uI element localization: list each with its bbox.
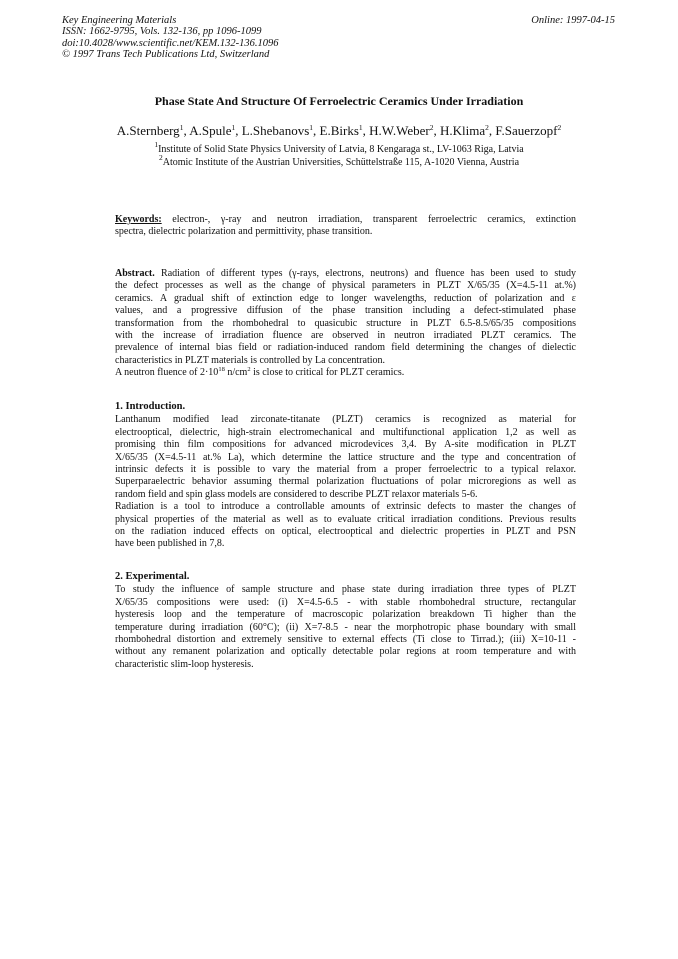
body-line: characteristic slim-loop hysteresis. [115, 658, 254, 670]
body-line: without any remanent polarization and optically detectable polar regions at room temperature and with [115, 646, 576, 658]
author: L.Shebanovs$^1$, [241, 123, 320, 138]
author: H.W.Weber$^2$, [369, 123, 440, 138]
body-line: physical properties of the material as well as to evaluate critical irradiation conditions. Previous results [115, 513, 576, 525]
copyright-line: © 1997 Trans Tech Publications Ltd, Switzerland [62, 48, 270, 60]
keywords-section [115, 214, 576, 239]
author: H.Klima$^2$, [439, 123, 496, 138]
body-line: X/65/35 (X=4.5-11 at.% La), which determine the lattice structure and the type and concentration of [115, 451, 576, 463]
doi-line: doi:10.4028/www.scientific.net/KEM.132-136.1096 [62, 37, 279, 49]
author-list [0, 123, 678, 139]
abstract-line: prevalence of internal bias field or radiation-induced random field determining the changes of dielectic [115, 342, 576, 354]
keywords-line: Keywords: electron-, γ-ray and neutron irradiation, transparent ferroelectric ceramics, extinction [115, 214, 576, 225]
body-line: Superparaelectric behavior assuming thermal polarization fluctuations of polar microregions as well as [115, 476, 576, 488]
abstract-line: the defect processes as well as the change of physical parameters in PLZT X/65/35 (X=4.5-11 at.%) [115, 280, 576, 292]
affiliation-1: $^1$Institute of Solid State Physics University of Latvia, 8 Kengaraga st., LV-1063 Riga, Latvia [154, 140, 524, 155]
body-line: intrinsic defects it is possible to vary the material from a proper ferroelectric to a typical relaxor. [115, 464, 576, 476]
introduction-section [115, 401, 576, 551]
body-line: electrooptical, dielectric, high-strain electromechanical and multifunctional application 1,2 as well as [115, 426, 576, 438]
author: A.Sternberg$^1$, [116, 123, 190, 138]
body-line: have been published in 7,8. [115, 538, 225, 550]
abstract-line: ceramics. A gradual shift of extinction edge to longer wavelengths, reduction of polarization and ε [115, 292, 576, 304]
abstract-line: Abstract. Radiation of different types (γ-rays, electrons, neutrons) and fluence has been used to study [115, 268, 577, 279]
author: E.Birks$^1$, [319, 123, 370, 138]
keywords-line: spectra, dielectric polarization and permittivity, phase transition. [115, 226, 373, 238]
author: A.Spule$^1$, [189, 123, 242, 138]
body-line: rhombohedral distortion and extremely sensitive to external effects (Ti close to Tirrad.); (iii) X=10-11 - [115, 634, 576, 646]
keywords-label: Keywords: [115, 214, 162, 225]
body-line: promising thin film compositions for advanced microdevices 3,4. By A-site modification in PLZT [115, 439, 576, 451]
body-line: hysteresis loop and the temperature of macroscopic polarization breakdown Ti higher than the [115, 609, 576, 621]
publication-info [62, 15, 392, 60]
issn-line: ISSN: 1662-9795, Vols. 132-136, pp 1096-1099 [62, 26, 262, 38]
abstract-label: Abstract. [115, 268, 155, 279]
abstract-line: with the increase of irradiation fluence are observed in neutron irradiated PLZT ceramics. The [115, 330, 576, 342]
body-line: Lanthanum modified lead zirconate-titanate (PLZT) ceramics is recognized as material for [115, 414, 576, 426]
journal-name: Key Engineering Materials [62, 15, 177, 26]
abstract-line: characteristics in PLZT materials is controlled by La concentration. [115, 354, 385, 366]
body-line: To study the influence of sample structure and phase state during irradiation three types of PLZT [115, 584, 576, 596]
abstract-line: values, and a progressive diffusion of the phase transition including a defect-stimulated phase [115, 305, 576, 317]
body-line: X/65/35 compositions were used: (i) X=4.5-6.5 - with stable rhombohedral structure, rectangular [115, 596, 576, 608]
abstract-line: A neutron fluence of $2\cdot 10^{18}$ $n/cm^2$ is close to critical for PLZT ceramics. [115, 366, 405, 379]
body-line: temperature during irradiation (60°C); (ii) X=7-8.5 - near the morphotropic phase boundary with small [115, 621, 576, 633]
experimental-heading: 2. Experimental. [115, 571, 190, 582]
affiliation-2: $^2$Atomic Institute of the Austrian Universities, Schüttelstraße 115, A-1020 Vienna, Austria [158, 153, 520, 168]
body-line: on the radiation induced effects on optical, electrooptical and dielectric properties in PLZT and PSN [115, 526, 576, 538]
author: F.Sauerzopf$^2$ [495, 123, 562, 138]
paper-title: Phase State And Structure Of Ferroelectric Ceramics Under Irradiation [154, 94, 524, 108]
abstract-section [115, 268, 576, 380]
body-line: random field and spin glass models are considered to describe PLZT relaxor materials 5-6. [115, 488, 478, 500]
experimental-section [115, 571, 576, 671]
abstract-line: transformation from the rhombohedral to quasicubic structure in PLZT 6.5-8.5/65/35 compositions [115, 317, 576, 329]
introduction-heading: 1. Introduction. [115, 401, 186, 412]
body-line: Radiation is a tool to introduce a controllable amounts of extrinsic defects to master the changes of [115, 501, 576, 513]
online-date: Online: 1997-04-15 [531, 15, 615, 26]
